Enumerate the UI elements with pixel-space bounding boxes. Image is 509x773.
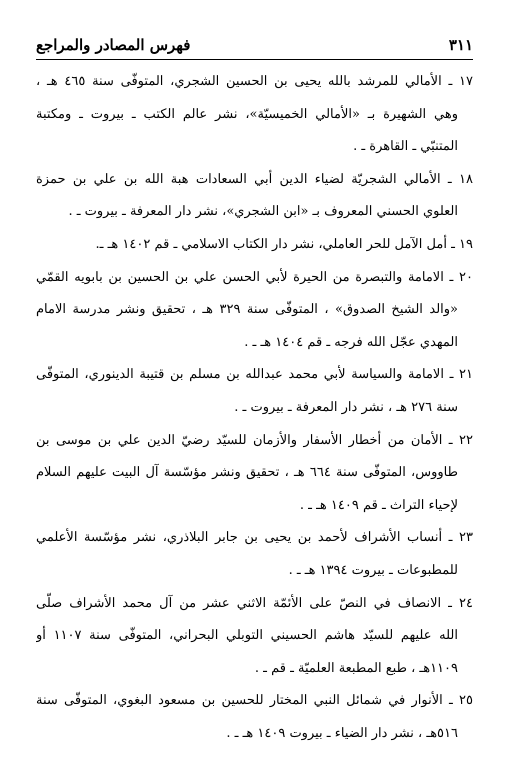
bibliography-entry — [36, 262, 473, 360]
entry-line: ٢٣ ـ أنساب الأشراف لأحمد بن يحيى بن جابر البلاذري، نشر مؤسّسة الأعلمي — [36, 530, 473, 546]
header-rule — [36, 59, 473, 60]
entry-line: طاووس، المتوفّى سنة ٦٦٤ هـ ، تحقيق ونشر مؤسّسة آل البيت عليهم السلام — [36, 465, 458, 481]
entry-line: لإحياء التراث ـ قم ١٤٠٩ هـ ـ . — [299, 497, 458, 513]
entry-line: وهي الشهيرة بـ «الأمالي الخميسيّة»، نشر عالم الكتب ـ بيروت ـ ومكتبة — [36, 106, 458, 122]
entry-line: سنة ٢٧٦ هـ ، نشر دار المعرفة ـ بيروت ـ . — [234, 399, 458, 415]
bibliography-entry — [36, 522, 473, 587]
bibliography-entry — [36, 359, 473, 424]
bibliography-entry — [36, 229, 473, 262]
entry-line: ٢١ ـ الامامة والسياسة لأبي محمد عبدالله بن مسلم بن قتيبة الدينوري، المتوفّى — [36, 367, 473, 383]
entry-line: ٢٤ ـ الانصاف في النصّ على الأئمّة الاثني عشر من آل محمد الأشراف صلّى — [36, 595, 473, 611]
entry-line: ٢٢ ـ الأمان من أخطار الأسفار والأزمان للسيّد رضيّ الدين علي بن موسى بن — [36, 432, 473, 448]
page-number: ٣١١ — [448, 36, 473, 54]
entry-line: للمطبوعات ـ بيروت ١٣٩٤ هـ ـ . — [288, 562, 458, 578]
running-title: فهرس المصادر والمراجع — [36, 36, 191, 54]
entry-line: ٥١٦هـ ، نشر دار الضياء ـ بيروت ١٤٠٩ هـ ـ . — [226, 725, 458, 741]
bibliography-entry — [36, 425, 473, 523]
bibliography-entry — [36, 685, 473, 750]
entry-line: ١٧ ـ الأمالي للمرشد بالله يحيى بن الحسين الشجري، المتوفّى سنة ٤٦٥ هـ ، — [36, 74, 473, 89]
entry-line: المتنبّي ـ القاهرة ـ . — [353, 139, 458, 155]
entry-line: ١٨ ـ الأمالي الشجريّة لضياء الدين أبي السعادات هبة الله بن علي بن حمزة — [36, 171, 473, 187]
bibliography-list — [36, 66, 473, 750]
entry-line: «والد الشيخ الصدوق» ، المتوفّى سنة ٣٢٩ هـ ، تحقيق ونشر مدرسة الامام — [36, 302, 458, 318]
bibliography-entry — [36, 164, 473, 229]
entry-line: الله عليهم للسيّد هاشم الحسيني التوبلي البحراني، المتوفّى سنة ١١٠٧ أو — [36, 628, 458, 644]
bibliography-entry — [36, 588, 473, 686]
entry-line: ١١٠٩هـ ، طبع المطبعة العلميّة ـ قم ـ . — [254, 660, 458, 676]
bibliography-entry — [36, 66, 473, 164]
entry-line: ١٩ ـ أمل الآمل للحر العاملي، نشر دار الكتاب الاسلامي ـ قم ١٤٠٢ هـ ـ. — [95, 236, 473, 252]
running-header — [36, 34, 473, 56]
entry-line: ٢٥ ـ الأنوار في شمائل النبي المختار للحسين بن مسعود البغوي، المتوفّى سنة — [36, 693, 473, 709]
entry-line: ٢٠ ـ الامامة والتبصرة من الحيرة لأبي الحسن علي بن الحسين بن بابويه القمّي — [36, 269, 473, 285]
entry-line: العلوي الحسني المعروف بـ «ابن الشجري»، نشر دار المعرفة ـ بيروت ـ . — [68, 204, 458, 220]
entry-line: المهدي عجّل الله فرجه ـ قم ١٤٠٤ هـ ـ . — [244, 334, 458, 350]
